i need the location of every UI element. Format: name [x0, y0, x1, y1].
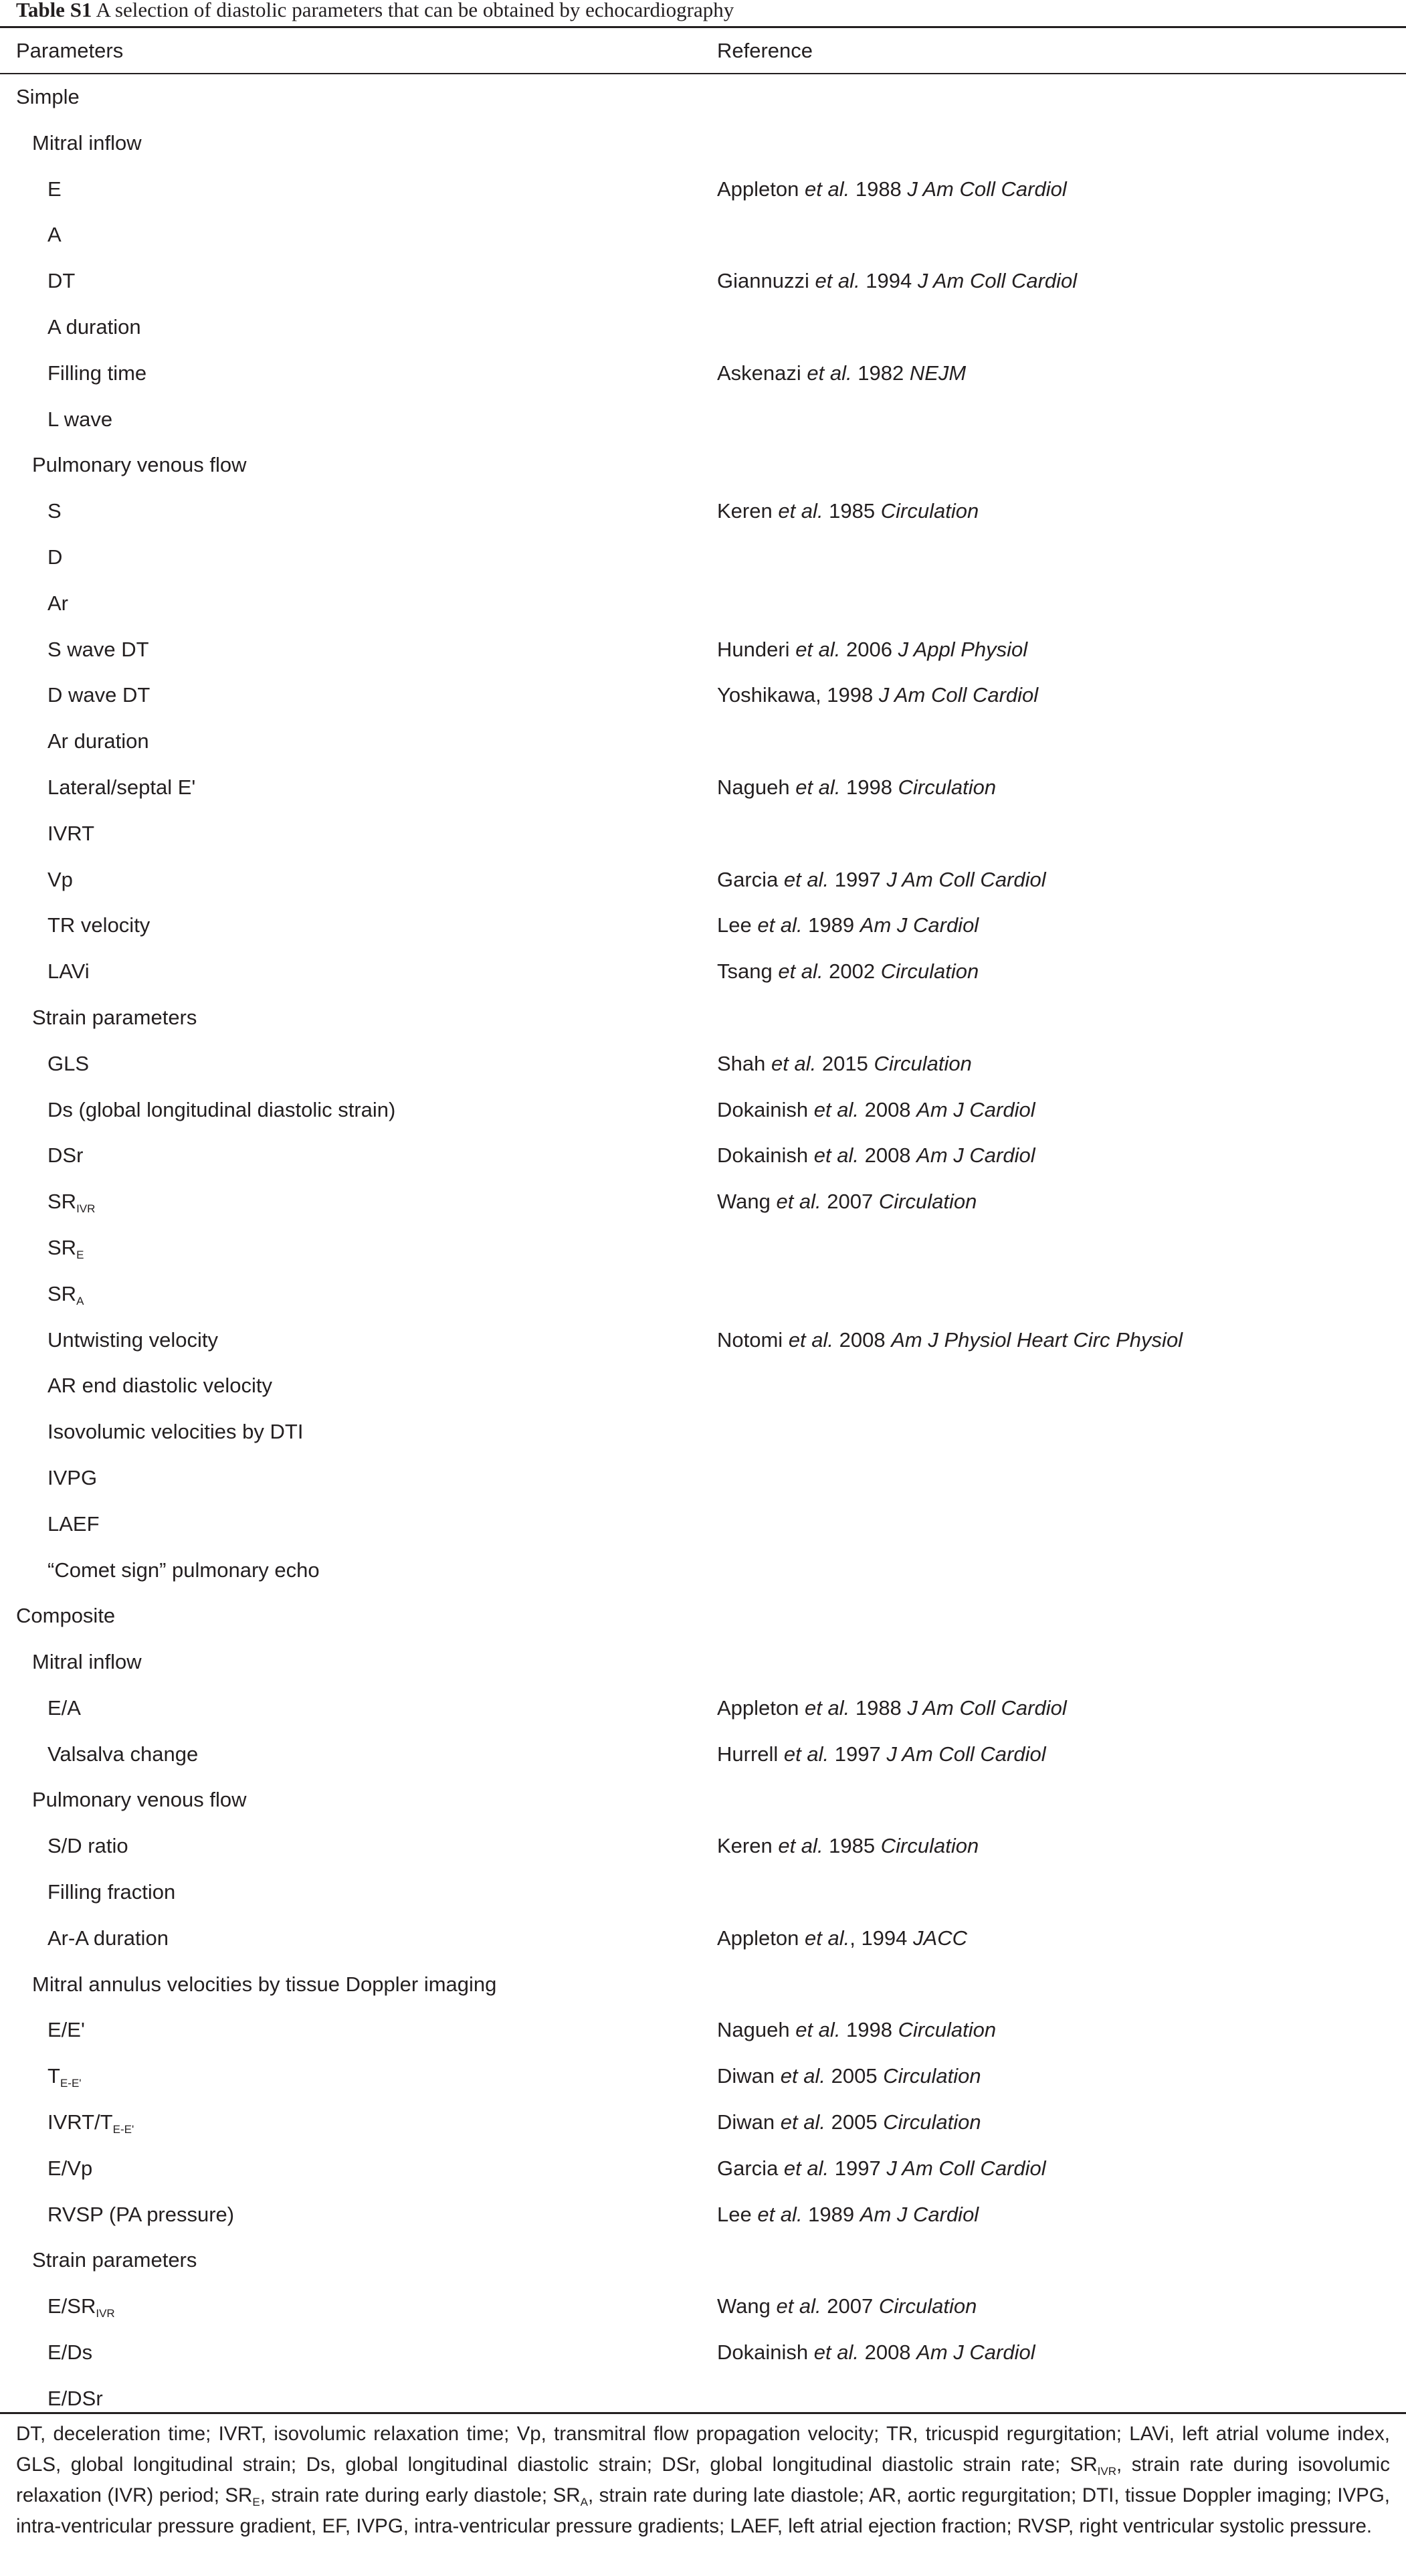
reference-year: 1985: [823, 499, 881, 523]
reference-author: Wang: [717, 2294, 777, 2318]
parameter-cell: Filling time: [47, 361, 147, 385]
reference-author: Lee: [717, 913, 758, 937]
reference-journal: Am J Physiol Heart Circ Physiol: [891, 1327, 1183, 1352]
reference-journal: Am J Cardiol: [916, 1143, 1035, 1168]
reference-author: Notomi: [717, 1327, 789, 1352]
table-row: [0, 1777, 1406, 1823]
reference-year: 2008: [858, 2340, 917, 2365]
reference-cell: [717, 1041, 972, 1087]
parameter-cell: A: [47, 223, 62, 247]
reference-year: 1988: [849, 1695, 908, 1720]
parameter-cell: Isovolumic velocities by DTI: [47, 1420, 304, 1444]
parameter-cell: $SR_E$: [47, 1235, 84, 1261]
reference-cell: [717, 167, 1067, 213]
reference-et-al: et al.: [815, 269, 860, 293]
reference-cell: [717, 351, 966, 397]
reference-year: 2002: [823, 959, 881, 984]
table-row: [0, 672, 1406, 719]
footnote-subscript: A: [580, 2496, 588, 2508]
footnote-subscript: E: [252, 2496, 260, 2508]
reference-journal: J Am Coll Cardiol: [886, 2156, 1046, 2180]
parameter-cell: LAEF: [47, 1511, 100, 1536]
reference-journal: J Am Coll Cardiol: [907, 1695, 1067, 1720]
reference-cell: [717, 2192, 979, 2238]
reference-journal: Am J Cardiol: [916, 1097, 1035, 1121]
parameter-cell: Filling fraction: [47, 1880, 176, 1904]
reference-year: 2006: [840, 637, 898, 661]
parameter-cell: Pulmonary venous flow: [32, 1788, 247, 1812]
reference-author: Dokainish: [717, 2340, 814, 2365]
reference-journal: Am J Cardiol: [916, 2340, 1035, 2365]
table-title: A selection of diastolic parameters that can be obtained by echocardiography: [92, 0, 734, 21]
table-row: [0, 258, 1406, 304]
reference-year: 1989: [802, 2202, 860, 2226]
reference-et-al: et al.: [795, 2018, 841, 2042]
reference-author: Dokainish: [717, 1097, 814, 1121]
reference-journal: J Am Coll Cardiol: [886, 1742, 1046, 1766]
table-row: [0, 304, 1406, 351]
table-row: [0, 120, 1406, 167]
parameter-cell: Ar: [47, 591, 68, 615]
reference-et-al: et al.: [805, 1695, 850, 1720]
table-row: [0, 442, 1406, 488]
parameter-subscript: E-E': [60, 2077, 82, 2090]
reference-author: Shah: [717, 1051, 772, 1075]
reference-journal: Circulation: [878, 1190, 977, 1214]
parameter-cell: Mitral inflow: [32, 1650, 142, 1674]
reference-journal: Circulation: [898, 2018, 997, 2042]
reference-author: Nagueh: [717, 775, 796, 799]
parameter-cell: Composite: [16, 1604, 116, 1628]
bottom-rule: [0, 2412, 1406, 2414]
reference-cell: [717, 1317, 1183, 1364]
table-row: [0, 2376, 1406, 2422]
parameter-cell: E/A: [47, 1695, 81, 1720]
table-row: [0, 719, 1406, 765]
parameter-cell: IVRT/$T_{E-E'}$: [47, 2110, 134, 2136]
table-row: [0, 1271, 1406, 1317]
reference-et-al: et al.: [780, 2110, 825, 2134]
reference-author: Wang: [717, 1190, 777, 1214]
table-row: [0, 167, 1406, 213]
parameter-cell: $T_{E-E'}$: [47, 2064, 82, 2090]
reference-author: Diwan: [717, 2064, 781, 2088]
reference-et-al: et al.: [778, 499, 823, 523]
reference-cell: [717, 627, 1027, 673]
table-row: [0, 627, 1406, 673]
table-label: Table S1: [16, 0, 92, 21]
parameter-cell: AR end diastolic velocity: [47, 1374, 272, 1398]
table-row: [0, 351, 1406, 397]
table-row: [0, 811, 1406, 857]
reference-cell: [717, 1916, 967, 1962]
table-row: [0, 1317, 1406, 1364]
parameter-cell: GLS: [47, 1051, 90, 1075]
table-row: [0, 995, 1406, 1041]
reference-cell: [717, 1087, 1035, 1133]
reference-author: Appleton: [717, 177, 805, 201]
reference-year: 2007: [821, 1190, 879, 1214]
table-row: [0, 1916, 1406, 1962]
parameter-subscript: IVR: [76, 1202, 96, 1216]
reference-year: 2008: [858, 1143, 917, 1168]
reference-cell: [717, 903, 979, 949]
table-row: [0, 1041, 1406, 1087]
table-row: [0, 397, 1406, 443]
top-rule: [0, 26, 1406, 28]
reference-et-al: et al.: [795, 637, 841, 661]
reference-author: Lee: [717, 2202, 758, 2226]
table-row: [0, 2146, 1406, 2192]
parameter-subscript: A: [76, 1294, 84, 1307]
reference-cell: [717, 2007, 996, 2053]
table-caption: [16, 0, 734, 25]
table-row: [0, 949, 1406, 995]
reference-year: 2015: [816, 1051, 874, 1075]
reference-year: 1998: [840, 775, 898, 799]
parameter-cell: IVPG: [47, 1465, 98, 1489]
parameter-cell: E: [47, 177, 62, 201]
table-row: [0, 1225, 1406, 1271]
header-reference: Reference: [717, 39, 813, 62]
parameter-cell: DT: [47, 269, 76, 293]
reference-journal: J Am Coll Cardiol: [917, 269, 1078, 293]
parameter-cell: Ar-A duration: [47, 1926, 169, 1950]
reference-year: 1997: [829, 1742, 887, 1766]
table-row: [0, 765, 1406, 811]
table-row: [0, 2237, 1406, 2284]
table-row: [0, 903, 1406, 949]
reference-et-al: et al.: [813, 2340, 859, 2365]
reference-et-al: et al.: [788, 1327, 834, 1352]
reference-cell: [717, 672, 1038, 719]
reference-author: Hunderi: [717, 637, 796, 661]
parameter-cell: Ds (global longitudinal diastolic strain): [47, 1097, 396, 1121]
reference-author: Keren: [717, 499, 779, 523]
reference-et-al: et al.: [778, 959, 823, 984]
reference-et-al: et al.: [757, 913, 803, 937]
parameter-cell: S: [47, 499, 62, 523]
reference-cell: [717, 2100, 981, 2146]
header-parameters: Parameters: [16, 39, 124, 62]
parameter-cell: Pulmonary venous flow: [32, 453, 247, 477]
reference-journal: Circulation: [883, 2064, 981, 2088]
reference-journal: Am J Cardiol: [860, 913, 979, 937]
reference-cell: [717, 1823, 979, 1869]
reference-author: Askenazi: [717, 361, 807, 385]
reference-year: 2008: [833, 1327, 892, 1352]
parameter-cell: D: [47, 545, 63, 569]
table-row: [0, 1823, 1406, 1869]
table-row: [0, 1962, 1406, 2008]
reference-journal: Circulation: [880, 959, 979, 984]
parameter-cell: Mitral annulus velocities by tissue Doppler imaging: [32, 1972, 497, 1996]
table-row: [0, 581, 1406, 627]
reference-cell: [717, 1685, 1067, 1732]
reference-year: 2008: [858, 1097, 917, 1121]
reference-journal: J Am Coll Cardiol: [886, 867, 1046, 891]
reference-year: , 1994: [849, 1926, 914, 1950]
parameter-cell: Vp: [47, 867, 73, 891]
parameter-cell: S wave DT: [47, 637, 149, 661]
reference-year: 1982: [851, 361, 910, 385]
table-row: [0, 1548, 1406, 1594]
parameter-cell: $SR_A$: [47, 1281, 84, 1307]
reference-et-al: et al.: [805, 1926, 850, 1950]
reference-author: Giannuzzi: [717, 269, 815, 293]
parameter-cell: $SR_{IVR}$: [47, 1190, 96, 1216]
reference-year: 1994: [860, 269, 918, 293]
reference-year: 2007: [821, 2294, 879, 2318]
table-body: [0, 74, 1406, 2422]
reference-et-al: et al.: [813, 1097, 859, 1121]
table-footnote: [16, 2419, 1390, 2542]
footnote-subscript: IVR: [1097, 2465, 1117, 2478]
parameter-cell: TR velocity: [47, 913, 150, 937]
parameter-cell: Lateral/septal E': [47, 775, 196, 799]
parameter-cell: E/E': [47, 2018, 85, 2042]
table-row: [0, 1179, 1406, 1225]
parameter-cell: Untwisting velocity: [47, 1327, 218, 1352]
reference-journal: J Appl Physiol: [898, 637, 1028, 661]
reference-year: 2005: [825, 2110, 884, 2134]
reference-et-al: et al.: [780, 2064, 825, 2088]
table-row: [0, 1685, 1406, 1732]
table-row: [0, 1732, 1406, 1778]
parameter-cell: S/D ratio: [47, 1834, 128, 1858]
reference-et-al: et al.: [807, 361, 852, 385]
reference-journal: NEJM: [909, 361, 967, 385]
reference-year: 1985: [823, 1834, 881, 1858]
parameter-cell: $E/SR_{IVR}$: [47, 2294, 115, 2320]
table-row: [0, 2284, 1406, 2330]
reference-cell: [717, 949, 979, 995]
reference-et-al: et al.: [783, 1742, 829, 1766]
parameter-cell: RVSP (PA pressure): [47, 2202, 235, 2226]
table-row: [0, 1363, 1406, 1409]
parameter-subscript: E: [76, 1248, 84, 1261]
parameter-cell: A duration: [47, 314, 141, 339]
reference-et-al: et al.: [776, 1190, 821, 1214]
reference-journal: JACC: [913, 1926, 967, 1950]
table-row: [0, 2192, 1406, 2238]
reference-journal: Circulation: [874, 1051, 972, 1075]
reference-author: Hurrell: [717, 1742, 784, 1766]
reference-et-al: et al.: [795, 775, 841, 799]
footnote-text: , strain rate during early diastole; SR: [260, 2484, 581, 2506]
reference-et-al: et al.: [776, 2294, 821, 2318]
reference-author: Appleton: [717, 1926, 805, 1950]
reference-et-al: et al.: [783, 2156, 829, 2180]
reference-cell: [717, 1732, 1046, 1778]
reference-et-al: et al.: [771, 1051, 817, 1075]
reference-cell: [717, 258, 1077, 304]
reference-author: Nagueh: [717, 2018, 796, 2042]
reference-cell: [717, 1133, 1035, 1179]
reference-et-al: et al.: [805, 177, 850, 201]
parameter-cell: E/DSr: [47, 2386, 103, 2410]
table-row: [0, 1455, 1406, 1501]
reference-year: 1997: [829, 867, 887, 891]
reference-et-al: et al.: [783, 867, 829, 891]
reference-author: Garcia: [717, 867, 784, 891]
table-row: [0, 1639, 1406, 1685]
table-row: [0, 2053, 1406, 2100]
parameter-subscript: IVR: [96, 2307, 115, 2320]
table-row: [0, 1133, 1406, 1179]
footnote-text: DT, deceleration time; IVRT, isovolumic relaxation time; Vp, transmitral flow propagation velocity; TR, tricuspid regurgitation; LAVi, left atrial volume index, GLS, global longitudinal strain; Ds, global longitudinal diastolic strain; DSr, global longitudinal diastolic strain rate; SR: [16, 2423, 1390, 2476]
reference-author: Appleton: [717, 1695, 805, 1720]
reference-cell: [717, 2053, 981, 2100]
reference-year: 1989: [802, 913, 860, 937]
table-row: [0, 1087, 1406, 1133]
table-row: [0, 74, 1406, 120]
reference-author: Garcia: [717, 2156, 784, 2180]
reference-cell: [717, 857, 1046, 903]
reference-cell: [717, 488, 979, 535]
reference-journal: Am J Cardiol: [860, 2202, 979, 2226]
reference-author: Keren: [717, 1834, 779, 1858]
reference-cell: [717, 765, 996, 811]
parameter-cell: IVRT: [47, 821, 95, 845]
reference-journal: Circulation: [880, 1834, 979, 1858]
parameter-cell: Strain parameters: [32, 2248, 197, 2272]
reference-cell: [717, 2330, 1035, 2376]
reference-cell: [717, 2284, 977, 2330]
reference-et-al: et al.: [757, 2202, 803, 2226]
parameter-cell: Strain parameters: [32, 1005, 197, 1029]
parameter-cell: LAVi: [47, 959, 90, 984]
reference-journal: J Am Coll Cardiol: [878, 683, 1039, 707]
parameter-cell: Ar duration: [47, 729, 149, 753]
table-row: [0, 1501, 1406, 1548]
reference-journal: Circulation: [880, 499, 979, 523]
parameter-cell: Simple: [16, 85, 80, 108]
parameter-cell: E/Vp: [47, 2156, 93, 2180]
parameter-cell: E/Ds: [47, 2340, 93, 2365]
footnote-text: , strain rate during late diastole; AR, aortic regurgitation; DTI, tissue Doppler imaging; IVPG, intra-ventricular pressure gradient, EF, IVPG, intra-ventricular pressure gradients; LAEF, left atrial ejection fraction; RVSP, right ventricular systolic pressure.: [16, 2484, 1390, 2537]
parameter-cell: L wave: [47, 407, 113, 431]
reference-cell: [717, 2146, 1046, 2192]
table-row: [0, 857, 1406, 903]
reference-et-al: et al.: [813, 1143, 859, 1168]
reference-et-al: et al.: [778, 1834, 823, 1858]
reference-author: Yoshikawa, 1998: [717, 683, 879, 707]
table-row: [0, 1869, 1406, 1916]
parameter-subscript: E-E': [112, 2123, 134, 2136]
reference-author: Dokainish: [717, 1143, 814, 1168]
reference-author: Tsang: [717, 959, 779, 984]
parameter-cell: DSr: [47, 1143, 84, 1168]
table-row: [0, 1409, 1406, 1455]
reference-journal: Circulation: [883, 2110, 981, 2134]
table-row: [0, 535, 1406, 581]
reference-year: 1988: [849, 177, 908, 201]
parameter-cell: Mitral inflow: [32, 130, 142, 155]
reference-journal: Circulation: [898, 775, 997, 799]
parameter-cell: “Comet sign” pulmonary echo: [47, 1558, 320, 1582]
reference-year: 2005: [825, 2064, 884, 2088]
table-row: [0, 1593, 1406, 1639]
footnote-text: , strain rate during isovolumic relaxation (IVR) period; SR: [16, 2454, 1390, 2506]
reference-cell: [717, 1179, 977, 1225]
reference-year: 1998: [840, 2018, 898, 2042]
reference-journal: Circulation: [878, 2294, 977, 2318]
table-row: [0, 2330, 1406, 2376]
table-row: [0, 488, 1406, 535]
table-row: [0, 2100, 1406, 2146]
reference-year: 1997: [829, 2156, 887, 2180]
table-row: [0, 212, 1406, 258]
reference-journal: J Am Coll Cardiol: [907, 177, 1067, 201]
parameter-cell: D wave DT: [47, 683, 150, 707]
parameter-cell: Valsalva change: [47, 1742, 199, 1766]
reference-author: Diwan: [717, 2110, 781, 2134]
table-row: [0, 2007, 1406, 2053]
